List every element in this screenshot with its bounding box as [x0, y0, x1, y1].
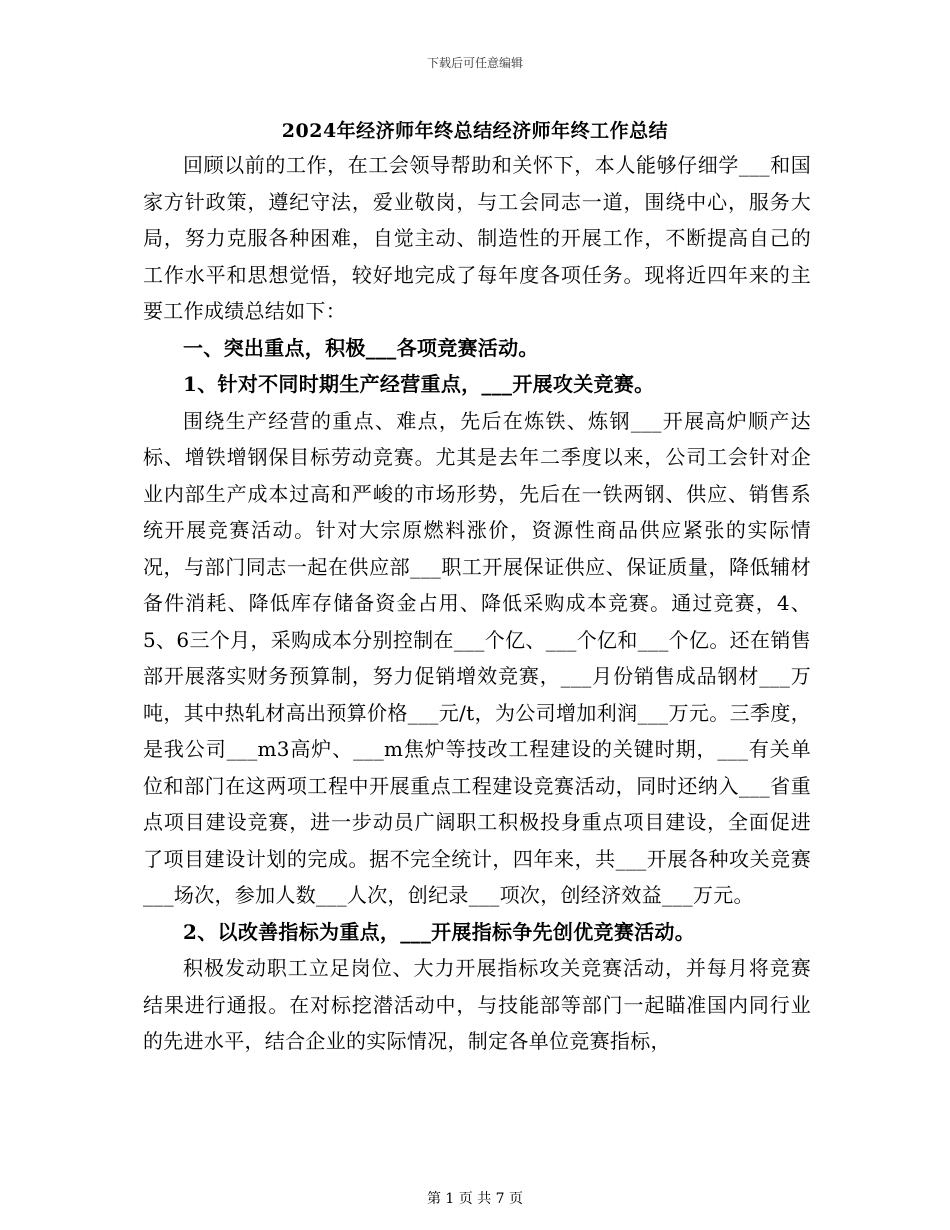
- document-title: 2024年经济师年终总结经济师年终工作总结: [281, 120, 669, 142]
- subsection-1-paragraph: 围绕生产经营的重点、难点，先后在炼铁、炼钢___开展高炉顺产达标、增铁增钢保目标劳动竞赛。尤其是去年二季度以来，公司工会针对企业内部生产成本过高和严峻的市场形势，先后在一铁两钢、供应、销售系统开展竞赛活动。针对大宗原燃料涨价，资源性商品供应紧张的实际情况，与部门同志一起在供应部___职工开展保证供应、保证质量，降低辅材备件消耗、降低库存储备资金占用、降低采购成本竞赛。通过竞赛，4、5、6三个月，采购成本分别控制在___个亿、___个亿和___个亿。还在销售部开展落实财务预算制，努力促销增效竞赛，___月份销售成品钢材___万吨，其中热轧材高出预算价格___元/t，为公司增加利润___万元。三季度，是我公司___m3高炉、___m焦炉等技改工程建设的关键时期，___有关单位和部门在这两项工程中开展重点工程建设竞赛活动，同时还纳入___省重点项目建设竞赛，进一步动员广阔职工积极投身重点项目建设，全面促进了项目建设计划的完成。据不完全统计，四年来，共___开展各种攻关竞赛___场次，参加人数___人次，创纪录___项次，创经济效益___万元。: [143, 408, 811, 907]
- subsection-heading-1: 1、针对不同时期生产经营重点，___开展攻关竞赛。: [183, 372, 655, 396]
- subsection-heading-2: 2、以改善指标为重点，___开展指标争先创优竞赛活动。: [183, 919, 696, 944]
- header-note: 下载后可任意编辑: [426, 56, 523, 70]
- document-body: [143, 147, 811, 1060]
- intro-paragraph: 回顾以前的工作，在工会领导帮助和关怀下，本人能够仔细学___和国家方针政策，遵纪守法，爱业敬岗，与工会同志一道，围绕中心，服务大局，努力克服各种困难，自觉主动、制造性的开展工作，不断提高自己的工作水平和思想觉悟，较好地完成了每年度各项任务。现将近四年来的主要工作成绩总结如下：: [143, 153, 811, 323]
- subsection-2-paragraph: 积极发动职工立足岗位、大力开展指标攻关竞赛活动，并每月将竞赛结果进行通报。在对标挖潜活动中，与技能部等部门一起瞄准国内同行业的先进水平，结合企业的实际情况，制定各单位竞赛指标，: [143, 956, 811, 1053]
- page-footer: 第 1 页 共 7 页: [426, 1191, 524, 1207]
- section-heading-1: 一、突出重点，积极___各项竞赛活动。: [183, 335, 539, 360]
